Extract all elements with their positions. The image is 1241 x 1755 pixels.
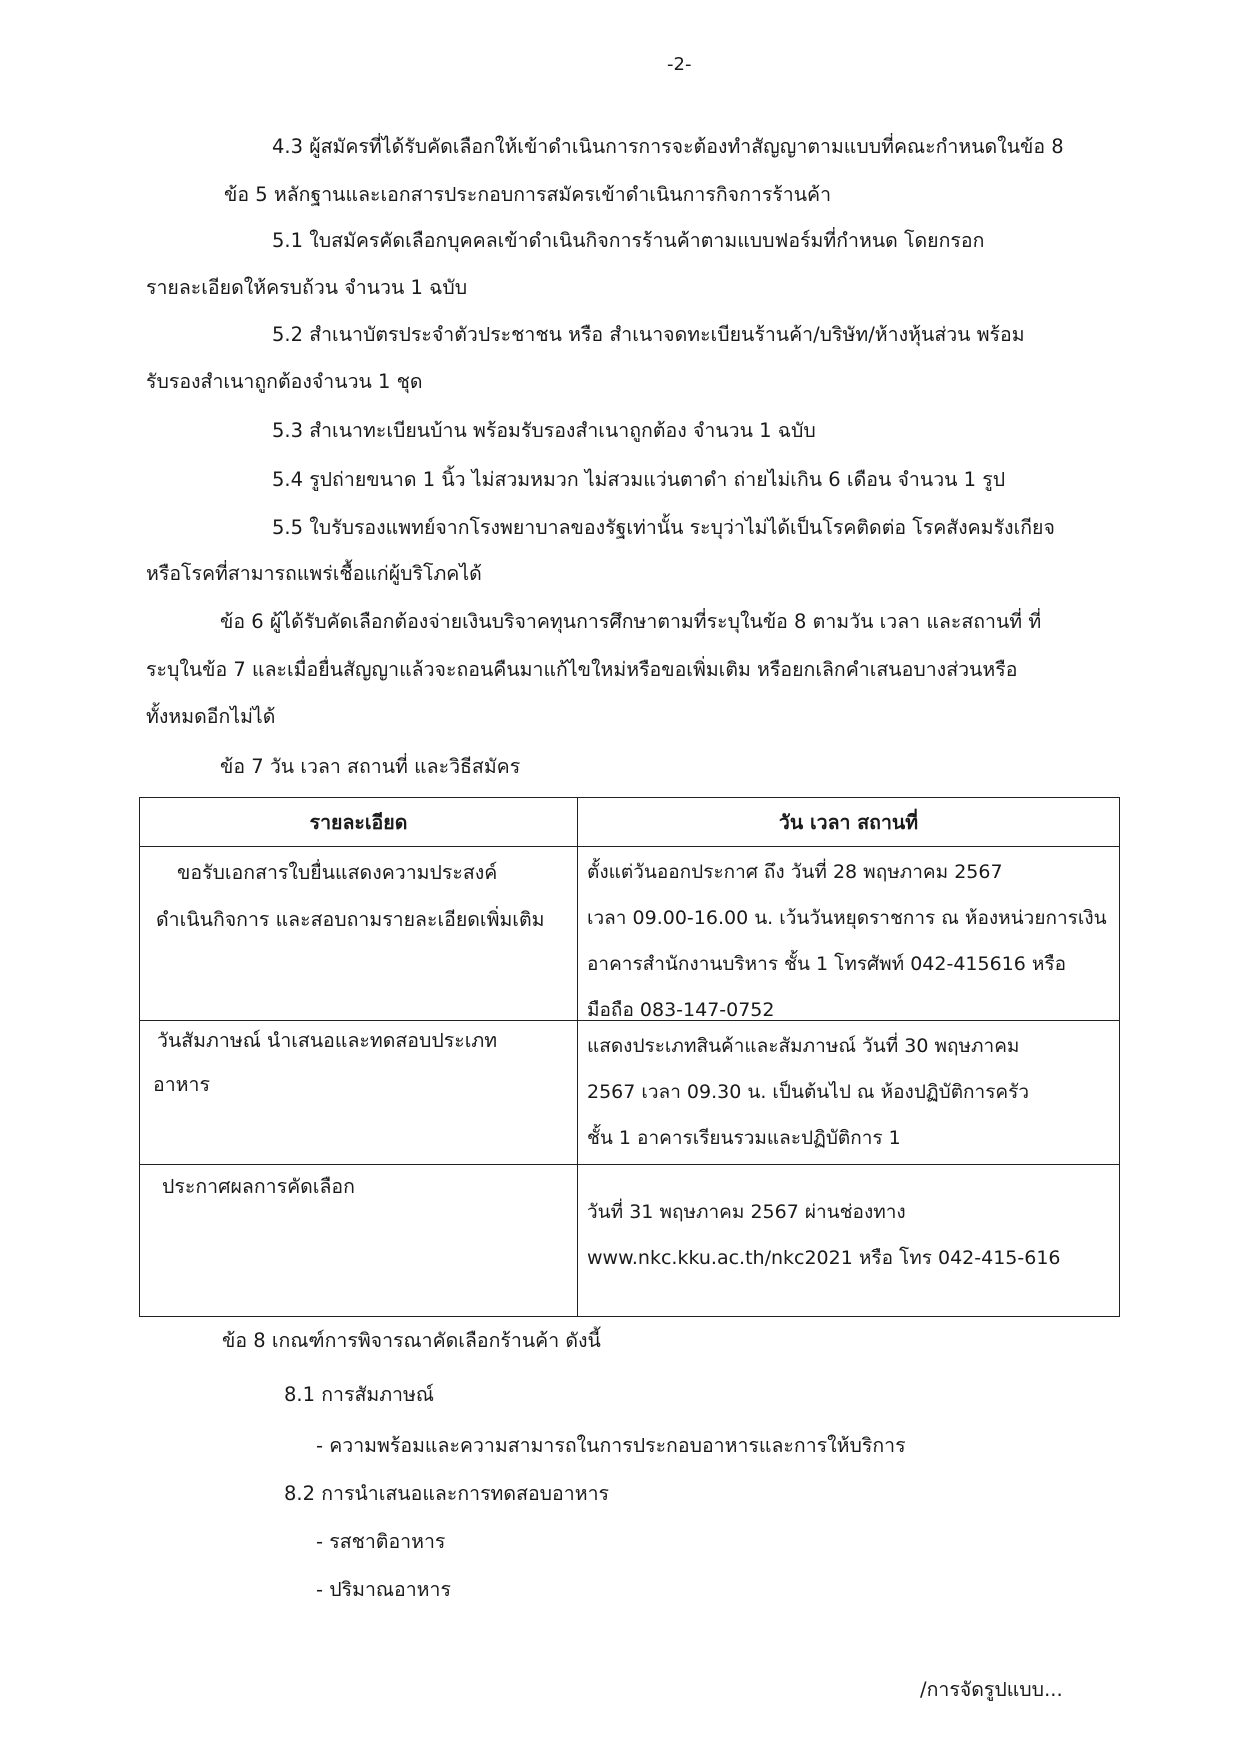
cell-line: ตั้งแต่วันออกประกาศ ถึง วันที่ 28 พฤษภาคม 2567 <box>587 861 1003 883</box>
table-row <box>140 1165 1120 1317</box>
heading-section-6-line1: ข้อ 6 ผู้ได้รับคัดเลือกต้องจ่ายเงินบริจาคทุนการศึกษาตามที่ระบุในข้อ 8 ตามวัน เวลา และสถานที่ ที่ <box>220 610 1042 633</box>
cell-line: อาหาร <box>153 1072 210 1096</box>
subheading-8-2: 8.2 การนำเสนอและการทดสอบอาหาร <box>284 1482 609 1505</box>
cell-line: 2567 เวลา 09.30 น. เป็นต้นไป ณ ห้องปฏิบัติการครัว <box>587 1081 1029 1103</box>
cell-line: ดำเนินกิจการ และสอบถามรายละเอียดเพิ่มเติม <box>156 907 545 931</box>
table-header-when: วัน เวลา สถานที่ <box>578 798 1120 847</box>
cell-line: วันสัมภาษณ์ นำเสนอและทดสอบประเภท <box>157 1029 498 1052</box>
paragraph-5-1-line1: 5.1 ใบสมัครคัดเลือกบุคคลเข้าดำเนินกิจการร้านค้าตามแบบฟอร์มที่กำหนด โดยกรอก <box>272 229 985 252</box>
cell-line: ประกาศผลการคัดเลือก <box>162 1175 355 1198</box>
page-number: -2- <box>667 54 692 75</box>
list-item: - ปริมาณอาหาร <box>316 1578 451 1601</box>
cell-line: อาคารสำนักงานบริหาร ชั้น 1 โทรศัพท์ 042-415616 หรือ <box>587 953 1067 975</box>
table-row <box>140 1021 1120 1165</box>
paragraph-5-3: 5.3 สำเนาทะเบียนบ้าน พร้อมรับรองสำเนาถูกต้อง จำนวน 1 ฉบับ <box>272 419 816 442</box>
paragraph-4-3: 4.3 ผู้สมัครที่ได้รับคัดเลือกให้เข้าดำเนินการการจะต้องทำสัญญาตามแบบที่คณะกำหนดในข้อ 8 <box>272 135 1064 158</box>
heading-section-6-line3: ทั้งหมดอีกไม่ได้ <box>146 705 276 728</box>
table-cell-when <box>578 1021 1120 1165</box>
cell-line: www.nkc.kku.ac.th/nkc2021 หรือ โทร 042-415-616 <box>587 1247 1061 1269</box>
cell-line: มือถือ 083-147-0752 <box>587 999 775 1021</box>
paragraph-5-4: 5.4 รูปถ่ายขนาด 1 นิ้ว ไม่สวมหมวก ไม่สวมแว่นตาดำ ถ่ายไม่เกิน 6 เดือน จำนวน 1 รูป <box>272 468 1006 491</box>
table-header-detail: รายละเอียด <box>140 798 578 847</box>
list-item: - รสชาติอาหาร <box>316 1530 446 1553</box>
table-cell-detail <box>140 847 578 1021</box>
subheading-8-1: 8.1 การสัมภาษณ์ <box>284 1383 434 1406</box>
table-cell-when <box>578 847 1120 1021</box>
paragraph-5-2-line1: 5.2 สำเนาบัตรประจำตัวประชาชน หรือ สำเนาจดทะเบียนร้านค้า/บริษัท/ห้างหุ้นส่วน พร้อม <box>272 323 1025 346</box>
table-cell-when <box>578 1165 1120 1317</box>
cell-line: ขอรับเอกสารใบยื่นแสดงความประสงค์ <box>177 861 498 884</box>
cell-line: วันที่ 31 พฤษภาคม 2567 ผ่านช่องทาง <box>587 1201 906 1223</box>
cell-line: เวลา 09.00-16.00 น. เว้นวันหยุดราชการ ณ ห้องหน่วยการเงิน <box>587 907 1107 929</box>
cell-line: แสดงประเภทสินค้าและสัมภาษณ์ วันที่ 30 พฤษภาคม <box>587 1035 1020 1057</box>
table-cell-detail <box>140 1165 578 1317</box>
cell-line: ชั้น 1 อาคารเรียนรวมและปฏิบัติการ 1 <box>587 1127 901 1149</box>
heading-section-6-line2: ระบุในข้อ 7 และเมื่อยื่นสัญญาแล้วจะถอนคืนมาแก้ไขใหม่หรือขอเพิ่มเติม หรือยกเลิกคำเสนอบางส่วนหรือ <box>146 658 1018 681</box>
schedule-table <box>139 797 1120 1317</box>
paragraph-5-1-line2: รายละเอียดให้ครบถ้วน จำนวน 1 ฉบับ <box>146 276 468 299</box>
table-header-row <box>140 798 1120 847</box>
list-item: - ความพร้อมและความสามารถในการประกอบอาหารและการให้บริการ <box>316 1434 906 1457</box>
table-row <box>140 847 1120 1021</box>
paragraph-5-2-line2: รับรองสำเนาถูกต้องจำนวน 1 ชุด <box>146 370 423 393</box>
heading-section-5: ข้อ 5 หลักฐานและเอกสารประกอบการสมัครเข้าดำเนินการกิจการร้านค้า <box>224 183 832 206</box>
heading-section-8: ข้อ 8 เกณฑ์การพิจารณาคัดเลือกร้านค้า ดังนี้ <box>222 1329 601 1352</box>
continuation-note: /การจัดรูปแบบ... <box>920 1678 1063 1701</box>
table-cell-detail <box>140 1021 578 1165</box>
heading-section-7: ข้อ 7 วัน เวลา สถานที่ และวิธีสมัคร <box>220 755 521 778</box>
paragraph-5-5-line2: หรือโรคที่สามารถแพร่เชื้อแก่ผู้บริโภคได้ <box>146 562 482 585</box>
paragraph-5-5-line1: 5.5 ใบรับรองแพทย์จากโรงพยาบาลของรัฐเท่านั้น ระบุว่าไม่ได้เป็นโรคติดต่อ โรคสังคมรังเกียจ <box>272 516 1055 539</box>
